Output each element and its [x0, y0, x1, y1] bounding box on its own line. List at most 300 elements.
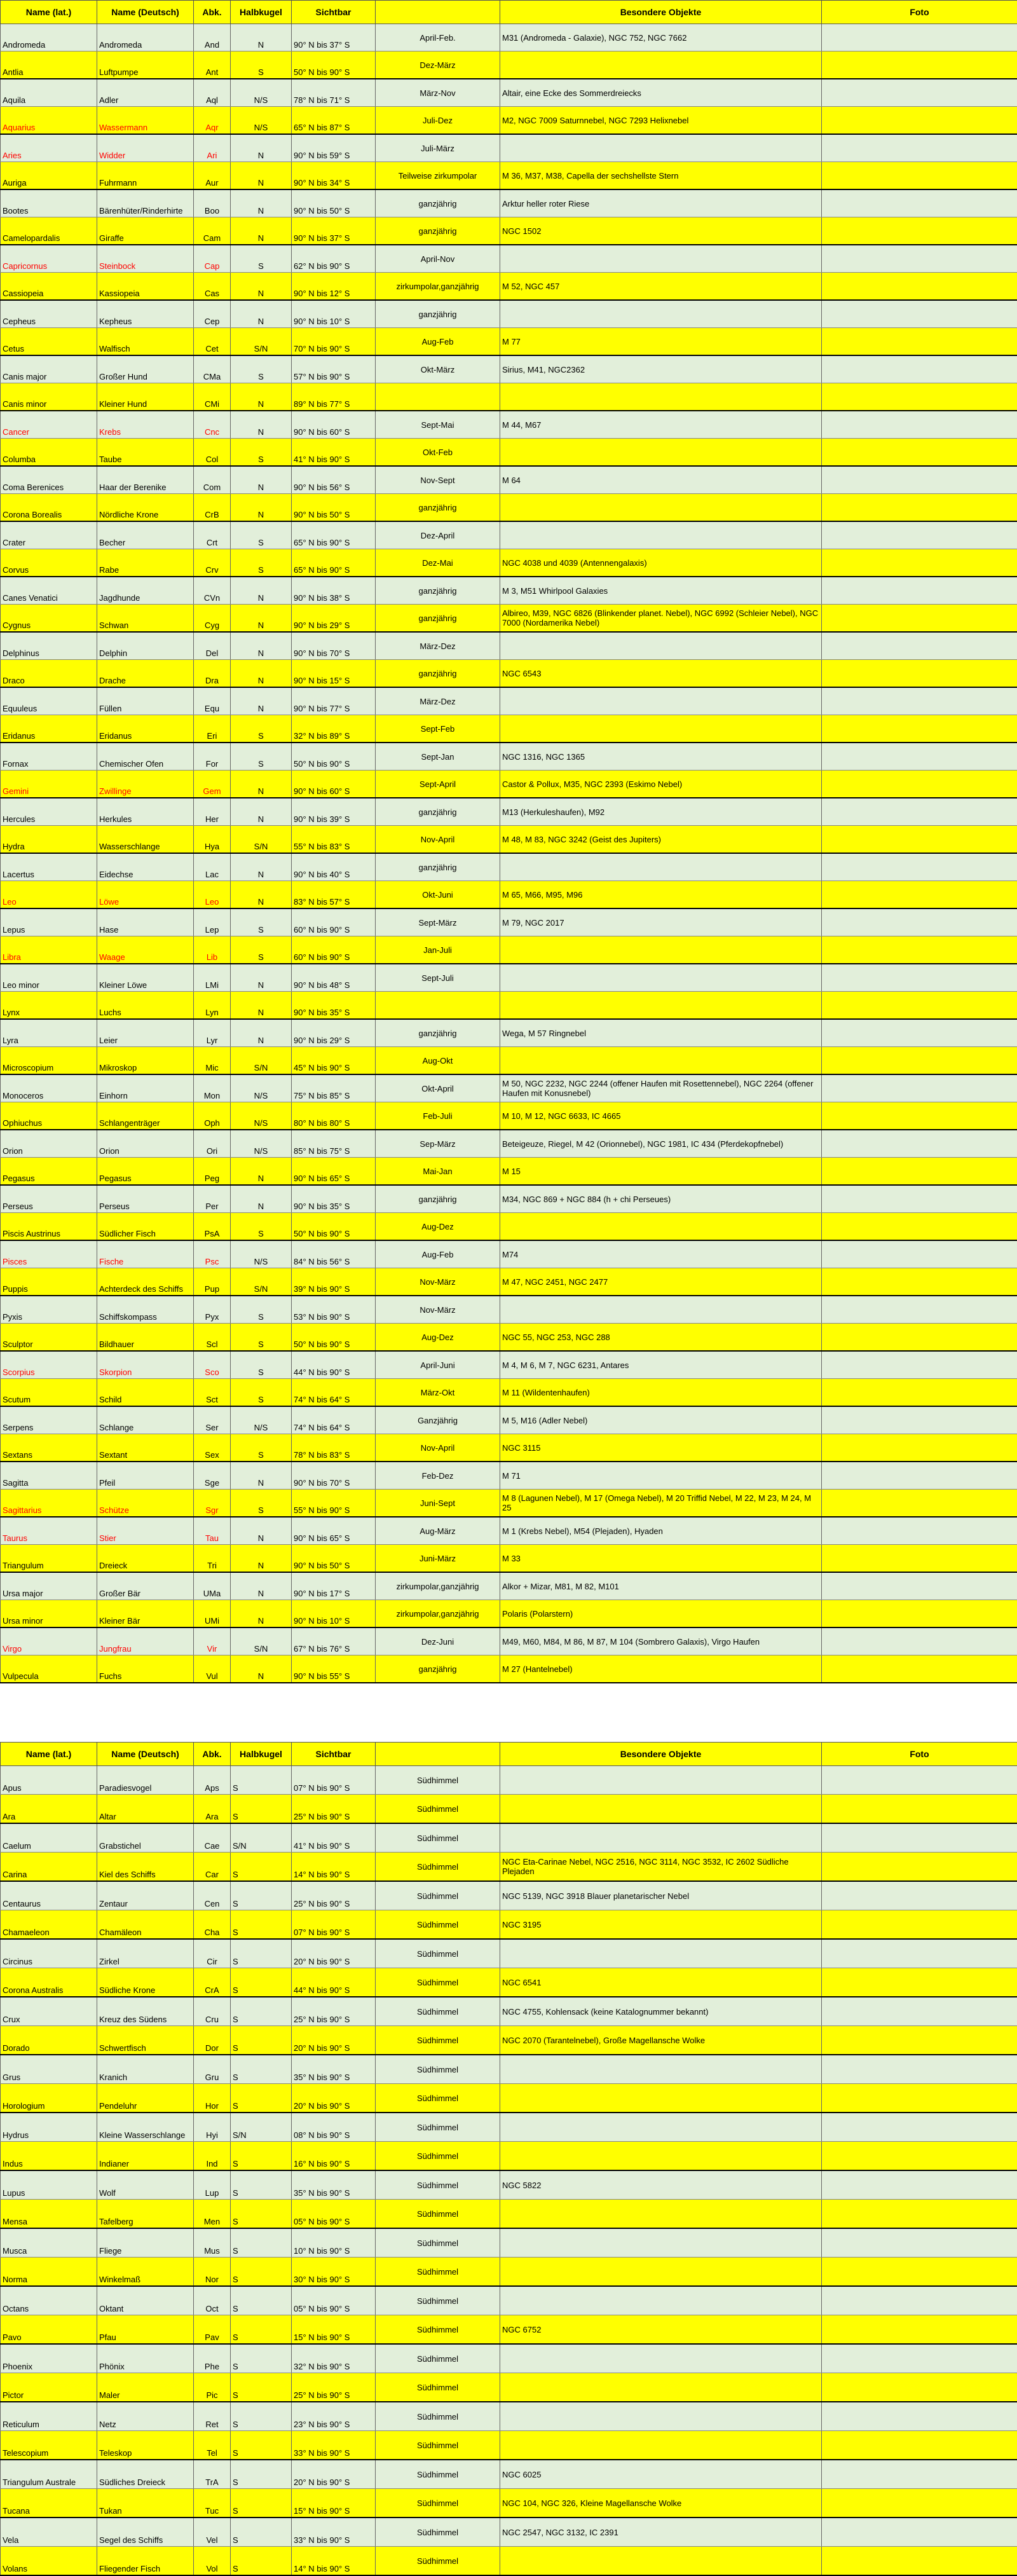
cell-abk[interactable]: Vir	[194, 1627, 231, 1655]
cell-besondere-objekte[interactable]: M 48, M 83, NGC 3242 (Geist des Jupiters)	[500, 826, 822, 854]
cell-halbkugel[interactable]: N	[231, 162, 292, 190]
cell-name-lat[interactable]: Orion	[1, 1130, 97, 1158]
cell-foto[interactable]	[822, 162, 1017, 190]
table-row[interactable]	[1, 1490, 1017, 1518]
cell-name-lat[interactable]: Dorado	[1, 2026, 97, 2055]
table-row[interactable]	[1, 1213, 1017, 1241]
cell-visibility-period[interactable]: Südhimmel	[376, 2547, 500, 2576]
cell-visibility-period[interactable]: Südhimmel	[376, 2257, 500, 2287]
cell-name-lat[interactable]: Serpens	[1, 1406, 97, 1434]
cell-halbkugel[interactable]: S/N	[231, 328, 292, 356]
cell-visibility-period[interactable]: Sept-April	[376, 771, 500, 798]
cell-name-lat[interactable]: Cepheus	[1, 300, 97, 328]
cell-visibility-period[interactable]: ganzjährig	[376, 660, 500, 688]
cell-abk[interactable]: UMi	[194, 1600, 231, 1628]
cell-abk[interactable]: Gem	[194, 771, 231, 798]
table-row[interactable]	[1, 1823, 1017, 1853]
cell-foto[interactable]	[822, 1968, 1017, 1997]
cell-visibility-period[interactable]: Nov-März	[376, 1268, 500, 1296]
cell-name-deutsch[interactable]: Winkelmaß	[97, 2257, 194, 2287]
cell-besondere-objekte[interactable]: NGC 104, NGC 326, Kleine Magellansche Wolke	[500, 2489, 822, 2518]
cell-halbkugel[interactable]: N	[231, 24, 292, 51]
cell-abk[interactable]: Cep	[194, 300, 231, 328]
cell-name-deutsch[interactable]: Löwe	[97, 881, 194, 909]
cell-name-deutsch[interactable]: Rabe	[97, 549, 194, 577]
cell-foto[interactable]	[822, 273, 1017, 301]
cell-halbkugel[interactable]: N/S	[231, 79, 292, 107]
cell-besondere-objekte[interactable]: NGC 3195	[500, 1910, 822, 1940]
cell-visibility-period[interactable]: Südhimmel	[376, 2113, 500, 2142]
cell-name-lat[interactable]: Corvus	[1, 549, 97, 577]
cell-halbkugel[interactable]: S	[231, 2142, 292, 2171]
cell-visibility-period[interactable]: Südhimmel	[376, 1910, 500, 1940]
cell-foto[interactable]	[822, 328, 1017, 356]
cell-name-deutsch[interactable]: Segel des Schiffs	[97, 2518, 194, 2547]
table-row[interactable]	[1, 687, 1017, 715]
cell-visibility-period[interactable]: ganzjährig	[376, 1655, 500, 1683]
cell-visibility-period[interactable]: Dez-März	[376, 51, 500, 79]
cell-besondere-objekte[interactable]: M 71	[500, 1462, 822, 1490]
cell-halbkugel[interactable]: N	[231, 1185, 292, 1213]
table-row[interactable]	[1, 1939, 1017, 1968]
cell-name-lat[interactable]: Ursa major	[1, 1572, 97, 1600]
cell-visibility-period[interactable]: ganzjährig	[376, 605, 500, 633]
cell-foto[interactable]	[822, 1324, 1017, 1352]
cell-visibility-period[interactable]: Südhimmel	[376, 2373, 500, 2402]
table-row[interactable]	[1, 2489, 1017, 2518]
cell-foto[interactable]	[822, 2113, 1017, 2142]
cell-foto[interactable]	[822, 1910, 1017, 1940]
cell-name-lat[interactable]: Canes Venatici	[1, 577, 97, 605]
cell-visibility-period[interactable]: ganzjährig	[376, 1185, 500, 1213]
cell-name-deutsch[interactable]: Oktant	[97, 2286, 194, 2315]
cell-abk[interactable]: Ind	[194, 2142, 231, 2171]
cell-abk[interactable]: Dor	[194, 2026, 231, 2055]
cell-foto[interactable]	[822, 2489, 1017, 2518]
table-row[interactable]	[1, 1158, 1017, 1186]
table-row[interactable]	[1, 1351, 1017, 1379]
cell-besondere-objekte[interactable]: Castor & Pollux, M35, NGC 2393 (Eskimo Nebel)	[500, 771, 822, 798]
header-sichtbar[interactable]: Sichtbar	[292, 1, 376, 24]
table-row[interactable]	[1, 549, 1017, 577]
cell-halbkugel[interactable]: N	[231, 1158, 292, 1186]
table-row[interactable]	[1, 1130, 1017, 1158]
cell-besondere-objekte[interactable]	[500, 2402, 822, 2431]
table-row[interactable]	[1, 1997, 1017, 2026]
cell-visibility-period[interactable]: Nov-April	[376, 826, 500, 854]
cell-halbkugel[interactable]: N	[231, 411, 292, 439]
cell-name-lat[interactable]: Antlia	[1, 51, 97, 79]
cell-abk[interactable]: Oph	[194, 1102, 231, 1130]
cell-abk[interactable]: Ant	[194, 51, 231, 79]
cell-foto[interactable]	[822, 2431, 1017, 2460]
cell-name-deutsch[interactable]: Perseus	[97, 1185, 194, 1213]
cell-name-lat[interactable]: Scorpius	[1, 1351, 97, 1379]
cell-abk[interactable]: Vul	[194, 1655, 231, 1683]
cell-sichtbar[interactable]: 35° N bis 90° S	[292, 2170, 376, 2200]
cell-abk[interactable]: Com	[194, 466, 231, 494]
cell-halbkugel[interactable]: S/N	[231, 2113, 292, 2142]
cell-visibility-period[interactable]: Sept-Juli	[376, 964, 500, 992]
cell-visibility-period[interactable]: Juli-März	[376, 134, 500, 162]
cell-name-deutsch[interactable]: Jungfrau	[97, 1627, 194, 1655]
cell-foto[interactable]	[822, 2084, 1017, 2113]
table-row[interactable]	[1, 1766, 1017, 1795]
cell-foto[interactable]	[822, 1434, 1017, 1462]
table-row[interactable]	[1, 1517, 1017, 1545]
cell-name-deutsch[interactable]: Luftpumpe	[97, 51, 194, 79]
cell-foto[interactable]	[822, 1240, 1017, 1268]
cell-sichtbar[interactable]: 67° N bis 76° S	[292, 1627, 376, 1655]
table-row[interactable]	[1, 1102, 1017, 1130]
table-row[interactable]	[1, 1406, 1017, 1434]
cell-name-lat[interactable]: Norma	[1, 2257, 97, 2287]
cell-sichtbar[interactable]: 50° N bis 90° S	[292, 1324, 376, 1352]
cell-visibility-period[interactable]: Südhimmel	[376, 2200, 500, 2229]
cell-name-deutsch[interactable]: Skorpion	[97, 1351, 194, 1379]
table-row[interactable]	[1, 383, 1017, 411]
cell-abk[interactable]: Sex	[194, 1434, 231, 1462]
cell-sichtbar[interactable]: 20° N bis 90° S	[292, 2460, 376, 2489]
cell-visibility-period[interactable]: Südhimmel	[376, 2315, 500, 2345]
cell-visibility-period[interactable]: Nov-März	[376, 1296, 500, 1324]
cell-besondere-objekte[interactable]	[500, 134, 822, 162]
table-row[interactable]	[1, 1462, 1017, 1490]
table-row[interactable]	[1, 2026, 1017, 2055]
cell-visibility-period[interactable]: Dez-Juni	[376, 1627, 500, 1655]
cell-abk[interactable]: Hya	[194, 826, 231, 854]
cell-halbkugel[interactable]: S	[231, 908, 292, 936]
cell-sichtbar[interactable]: 85° N bis 75° S	[292, 1130, 376, 1158]
cell-visibility-period[interactable]	[376, 383, 500, 411]
cell-halbkugel[interactable]: S	[231, 1968, 292, 1997]
cell-foto[interactable]	[822, 1268, 1017, 1296]
cell-halbkugel[interactable]: S	[231, 1853, 292, 1882]
table-row[interactable]	[1, 1047, 1017, 1075]
cell-name-deutsch[interactable]: Leier	[97, 1019, 194, 1047]
cell-besondere-objekte[interactable]: M 77	[500, 328, 822, 356]
cell-halbkugel[interactable]: N	[231, 134, 292, 162]
cell-name-deutsch[interactable]: Taube	[97, 439, 194, 467]
cell-sichtbar[interactable]: 90° N bis 37° S	[292, 217, 376, 245]
cell-foto[interactable]	[822, 1627, 1017, 1655]
cell-foto[interactable]	[822, 605, 1017, 633]
cell-abk[interactable]: Pic	[194, 2373, 231, 2402]
cell-name-lat[interactable]: Centaurus	[1, 1881, 97, 1910]
cell-sichtbar[interactable]: 90° N bis 12° S	[292, 273, 376, 301]
cell-besondere-objekte[interactable]: M34, NGC 869 + NGC 884 (h + chi Perseues)	[500, 1185, 822, 1213]
cell-name-deutsch[interactable]: Wassermann	[97, 107, 194, 135]
table-row[interactable]	[1, 2547, 1017, 2576]
table-row[interactable]	[1, 300, 1017, 328]
cell-visibility-period[interactable]: Feb-Dez	[376, 1462, 500, 1490]
table-row[interactable]	[1, 715, 1017, 743]
table-row[interactable]	[1, 1185, 1017, 1213]
table-row[interactable]	[1, 881, 1017, 909]
cell-foto[interactable]	[822, 1766, 1017, 1795]
cell-name-deutsch[interactable]: Wolf	[97, 2170, 194, 2200]
cell-abk[interactable]: Pup	[194, 1268, 231, 1296]
cell-abk[interactable]: Equ	[194, 687, 231, 715]
cell-foto[interactable]	[822, 632, 1017, 660]
cell-sichtbar[interactable]: 90° N bis 50° S	[292, 189, 376, 217]
table-row[interactable]	[1, 1268, 1017, 1296]
cell-abk[interactable]: Sge	[194, 1462, 231, 1490]
cell-foto[interactable]	[822, 2460, 1017, 2489]
table-row[interactable]	[1, 2373, 1017, 2402]
cell-halbkugel[interactable]: N	[231, 853, 292, 881]
cell-besondere-objekte[interactable]	[500, 2055, 822, 2084]
cell-sichtbar[interactable]: 35° N bis 90° S	[292, 2055, 376, 2084]
cell-besondere-objekte[interactable]	[500, 2344, 822, 2373]
table-row[interactable]	[1, 217, 1017, 245]
cell-sichtbar[interactable]: 65° N bis 87° S	[292, 107, 376, 135]
cell-besondere-objekte[interactable]: Albireo, M39, NGC 6826 (Blinkender planet. Nebel), NGC 6992 (Schleier Nebel), NGC 7000 (Nordamerika Nebel)	[500, 605, 822, 633]
cell-abk[interactable]: Cha	[194, 1910, 231, 1940]
cell-abk[interactable]: Cru	[194, 1997, 231, 2026]
cell-sichtbar[interactable]: 90° N bis 10° S	[292, 300, 376, 328]
cell-name-deutsch[interactable]: Widder	[97, 134, 194, 162]
cell-name-deutsch[interactable]: Pfeil	[97, 1462, 194, 1490]
cell-name-deutsch[interactable]: Paradiesvogel	[97, 1766, 194, 1795]
cell-besondere-objekte[interactable]: Sirius, M41, NGC2362	[500, 355, 822, 383]
cell-name-lat[interactable]: Ophiuchus	[1, 1102, 97, 1130]
cell-visibility-period[interactable]: Ganzjährig	[376, 1406, 500, 1434]
cell-visibility-period[interactable]: ganzjährig	[376, 798, 500, 826]
cell-name-deutsch[interactable]: Krebs	[97, 411, 194, 439]
cell-halbkugel[interactable]: S	[231, 2228, 292, 2257]
cell-name-lat[interactable]: Cygnus	[1, 605, 97, 633]
cell-name-deutsch[interactable]: Kleiner Löwe	[97, 964, 194, 992]
header-besondere-objekte[interactable]: Besondere Objekte	[500, 1, 822, 24]
cell-besondere-objekte[interactable]	[500, 2257, 822, 2287]
cell-name-lat[interactable]: Lepus	[1, 908, 97, 936]
cell-halbkugel[interactable]: N/S	[231, 1074, 292, 1102]
cell-halbkugel[interactable]: S	[231, 936, 292, 964]
cell-name-lat[interactable]: Crater	[1, 521, 97, 549]
cell-sichtbar[interactable]: 90° N bis 40° S	[292, 853, 376, 881]
cell-visibility-period[interactable]: Nov-April	[376, 1434, 500, 1462]
cell-halbkugel[interactable]: N/S	[231, 1240, 292, 1268]
cell-besondere-objekte[interactable]: M 52, NGC 457	[500, 273, 822, 301]
cell-sichtbar[interactable]: 89° N bis 77° S	[292, 383, 376, 411]
cell-sichtbar[interactable]: 57° N bis 90° S	[292, 355, 376, 383]
cell-visibility-period[interactable]: März-Dez	[376, 687, 500, 715]
cell-foto[interactable]	[822, 2547, 1017, 2576]
cell-visibility-period[interactable]: Südhimmel	[376, 1881, 500, 1910]
cell-foto[interactable]	[822, 217, 1017, 245]
cell-name-lat[interactable]: Lacertus	[1, 853, 97, 881]
cell-name-lat[interactable]: Volans	[1, 2547, 97, 2576]
cell-sichtbar[interactable]: 80° N bis 80° S	[292, 1102, 376, 1130]
table-row[interactable]	[1, 134, 1017, 162]
cell-besondere-objekte[interactable]	[500, 1939, 822, 1968]
cell-foto[interactable]	[822, 439, 1017, 467]
cell-name-lat[interactable]: Lupus	[1, 2170, 97, 2200]
cell-foto[interactable]	[822, 383, 1017, 411]
cell-name-deutsch[interactable]: Sextant	[97, 1434, 194, 1462]
cell-name-deutsch[interactable]: Indianer	[97, 2142, 194, 2171]
table-row[interactable]	[1, 2228, 1017, 2257]
cell-sichtbar[interactable]: 50° N bis 90° S	[292, 743, 376, 771]
header-name-lat[interactable]: Name (lat.)	[1, 1743, 97, 1766]
cell-besondere-objekte[interactable]: NGC 4038 und 4039 (Antennengalaxis)	[500, 549, 822, 577]
cell-foto[interactable]	[822, 2170, 1017, 2200]
cell-name-lat[interactable]: Sagittarius	[1, 1490, 97, 1518]
cell-halbkugel[interactable]: S	[231, 1213, 292, 1241]
cell-besondere-objekte[interactable]	[500, 632, 822, 660]
cell-name-lat[interactable]: Leo	[1, 881, 97, 909]
cell-visibility-period[interactable]: Aug-März	[376, 1517, 500, 1545]
cell-visibility-period[interactable]: Südhimmel	[376, 2431, 500, 2460]
cell-halbkugel[interactable]: N	[231, 1655, 292, 1683]
cell-abk[interactable]: LMi	[194, 964, 231, 992]
cell-foto[interactable]	[822, 189, 1017, 217]
cell-abk[interactable]: Oct	[194, 2286, 231, 2315]
cell-foto[interactable]	[822, 2286, 1017, 2315]
cell-abk[interactable]: Dra	[194, 660, 231, 688]
table-row[interactable]	[1, 245, 1017, 273]
cell-name-deutsch[interactable]: Schütze	[97, 1490, 194, 1518]
cell-foto[interactable]	[822, 715, 1017, 743]
table-row[interactable]	[1, 908, 1017, 936]
cell-foto[interactable]	[822, 1185, 1017, 1213]
table-row[interactable]	[1, 798, 1017, 826]
cell-abk[interactable]: Boo	[194, 189, 231, 217]
cell-name-lat[interactable]: Capricornus	[1, 245, 97, 273]
cell-halbkugel[interactable]: N	[231, 881, 292, 909]
cell-name-lat[interactable]: Pictor	[1, 2373, 97, 2402]
cell-visibility-period[interactable]: Aug-Dez	[376, 1213, 500, 1241]
table-row[interactable]	[1, 1074, 1017, 1102]
cell-besondere-objekte[interactable]	[500, 439, 822, 467]
cell-sichtbar[interactable]: 25° N bis 90° S	[292, 1997, 376, 2026]
cell-name-deutsch[interactable]: Kassiopeia	[97, 273, 194, 301]
cell-name-deutsch[interactable]: Haar der Berenike	[97, 466, 194, 494]
cell-name-deutsch[interactable]: Andromeda	[97, 24, 194, 51]
cell-foto[interactable]	[822, 936, 1017, 964]
cell-name-deutsch[interactable]: Bildhauer	[97, 1324, 194, 1352]
table-row[interactable]	[1, 273, 1017, 301]
cell-name-deutsch[interactable]: Chamäleon	[97, 1910, 194, 1940]
cell-besondere-objekte[interactable]: M13 (Herkuleshaufen), M92	[500, 798, 822, 826]
cell-sichtbar[interactable]: 83° N bis 57° S	[292, 881, 376, 909]
cell-sichtbar[interactable]: 90° N bis 17° S	[292, 1572, 376, 1600]
cell-name-deutsch[interactable]: Becher	[97, 521, 194, 549]
table-row[interactable]	[1, 1545, 1017, 1573]
table-row[interactable]	[1, 494, 1017, 522]
cell-foto[interactable]	[822, 134, 1017, 162]
cell-besondere-objekte[interactable]: Alkor + Mizar, M81, M 82, M101	[500, 1572, 822, 1600]
cell-name-lat[interactable]: Hydra	[1, 826, 97, 854]
cell-name-deutsch[interactable]: Schild	[97, 1379, 194, 1407]
cell-halbkugel[interactable]: S	[231, 1379, 292, 1407]
cell-name-deutsch[interactable]: Fuhrmann	[97, 162, 194, 190]
cell-foto[interactable]	[822, 521, 1017, 549]
cell-sichtbar[interactable]: 07° N bis 90° S	[292, 1766, 376, 1795]
cell-name-deutsch[interactable]: Eridanus	[97, 715, 194, 743]
cell-visibility-period[interactable]: Südhimmel	[376, 2460, 500, 2489]
cell-sichtbar[interactable]: 90° N bis 77° S	[292, 687, 376, 715]
cell-name-lat[interactable]: Sextans	[1, 1434, 97, 1462]
cell-visibility-period[interactable]: zirkumpolar,ganzjährig	[376, 1600, 500, 1628]
cell-sichtbar[interactable]: 65° N bis 90° S	[292, 521, 376, 549]
cell-abk[interactable]: CVn	[194, 577, 231, 605]
cell-visibility-period[interactable]: Südhimmel	[376, 1766, 500, 1795]
cell-abk[interactable]: Col	[194, 439, 231, 467]
cell-besondere-objekte[interactable]: M 79, NGC 2017	[500, 908, 822, 936]
cell-name-deutsch[interactable]: Südliche Krone	[97, 1968, 194, 1997]
cell-besondere-objekte[interactable]: M74	[500, 1240, 822, 1268]
cell-halbkugel[interactable]: N/S	[231, 1130, 292, 1158]
cell-halbkugel[interactable]: N	[231, 605, 292, 633]
cell-sichtbar[interactable]: 53° N bis 90° S	[292, 1296, 376, 1324]
cell-name-deutsch[interactable]: Adler	[97, 79, 194, 107]
cell-halbkugel[interactable]: S	[231, 2315, 292, 2345]
cell-sichtbar[interactable]: 25° N bis 90° S	[292, 2373, 376, 2402]
cell-name-lat[interactable]: Sagitta	[1, 1462, 97, 1490]
cell-halbkugel[interactable]: S	[231, 521, 292, 549]
cell-besondere-objekte[interactable]: M 4, M 6, M 7, NGC 6231, Antares	[500, 1351, 822, 1379]
cell-name-deutsch[interactable]: Pegasus	[97, 1158, 194, 1186]
cell-abk[interactable]: Sgr	[194, 1490, 231, 1518]
cell-abk[interactable]: Sco	[194, 1351, 231, 1379]
cell-visibility-period[interactable]: ganzjährig	[376, 1019, 500, 1047]
table-row[interactable]	[1, 2084, 1017, 2113]
cell-name-deutsch[interactable]: Netz	[97, 2402, 194, 2431]
cell-abk[interactable]: Cen	[194, 1881, 231, 1910]
cell-visibility-period[interactable]: Aug-Dez	[376, 1324, 500, 1352]
cell-foto[interactable]	[822, 1351, 1017, 1379]
cell-abk[interactable]: Tel	[194, 2431, 231, 2460]
cell-sichtbar[interactable]: 25° N bis 90° S	[292, 1881, 376, 1910]
cell-halbkugel[interactable]: N	[231, 1462, 292, 1490]
table-row[interactable]	[1, 79, 1017, 107]
cell-foto[interactable]	[822, 1881, 1017, 1910]
cell-foto[interactable]	[822, 2142, 1017, 2171]
cell-sichtbar[interactable]: 90° N bis 38° S	[292, 577, 376, 605]
cell-visibility-period[interactable]: Südhimmel	[376, 1968, 500, 1997]
cell-name-lat[interactable]: Fornax	[1, 743, 97, 771]
cell-sichtbar[interactable]: 75° N bis 85° S	[292, 1074, 376, 1102]
cell-name-deutsch[interactable]: Füllen	[97, 687, 194, 715]
cell-halbkugel[interactable]: S	[231, 2170, 292, 2200]
cell-abk[interactable]: Ari	[194, 134, 231, 162]
cell-sichtbar[interactable]: 32° N bis 90° S	[292, 2344, 376, 2373]
cell-halbkugel[interactable]: N/S	[231, 1102, 292, 1130]
cell-visibility-period[interactable]: Südhimmel	[376, 2170, 500, 2200]
cell-name-lat[interactable]: Andromeda	[1, 24, 97, 51]
cell-halbkugel[interactable]: S	[231, 743, 292, 771]
cell-foto[interactable]	[822, 24, 1017, 51]
cell-sichtbar[interactable]: 30° N bis 90° S	[292, 2257, 376, 2287]
cell-visibility-period[interactable]: Okt-Feb	[376, 439, 500, 467]
cell-name-deutsch[interactable]: Orion	[97, 1130, 194, 1158]
cell-halbkugel[interactable]: S	[231, 51, 292, 79]
cell-sichtbar[interactable]: 90° N bis 65° S	[292, 1517, 376, 1545]
cell-abk[interactable]: Aps	[194, 1766, 231, 1795]
cell-halbkugel[interactable]: N	[231, 466, 292, 494]
cell-besondere-objekte[interactable]	[500, 1296, 822, 1324]
cell-foto[interactable]	[822, 1406, 1017, 1434]
cell-name-lat[interactable]: Chamaeleon	[1, 1910, 97, 1940]
cell-halbkugel[interactable]: S/N	[231, 1627, 292, 1655]
cell-abk[interactable]: Sct	[194, 1379, 231, 1407]
cell-sichtbar[interactable]: 90° N bis 35° S	[292, 992, 376, 1020]
cell-name-lat[interactable]: Reticulum	[1, 2402, 97, 2431]
cell-abk[interactable]: Lep	[194, 908, 231, 936]
cell-halbkugel[interactable]: N	[231, 771, 292, 798]
